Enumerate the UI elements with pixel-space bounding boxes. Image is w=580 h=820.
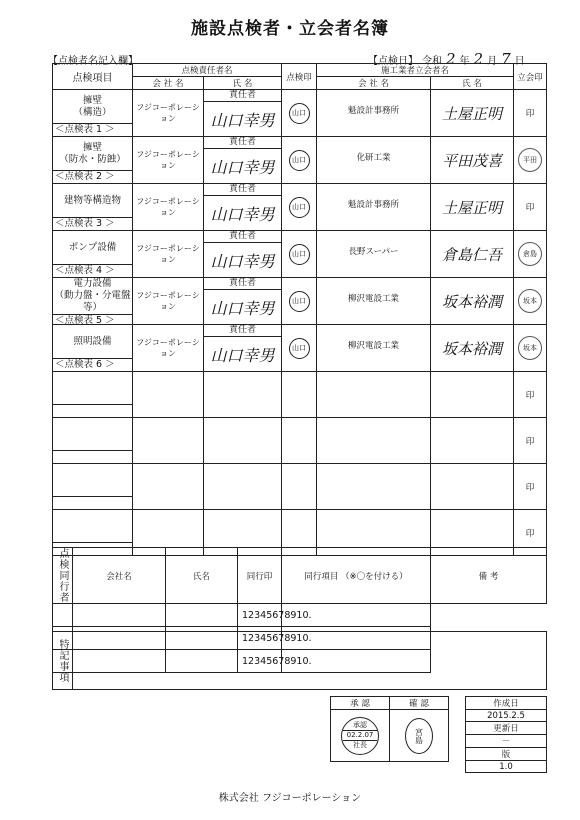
name-cell[interactable] [204, 418, 282, 464]
item-cell[interactable] [53, 372, 133, 418]
checklist-ref: ＜点検表 4 ＞ [53, 264, 132, 277]
notes-field[interactable] [73, 632, 547, 690]
era: 令和 [422, 56, 442, 67]
company-cell[interactable]: フジコーポレーション [133, 325, 204, 372]
contractor-company-cell[interactable]: 柳沢電設工業 [317, 325, 431, 372]
inspection-seal-cell[interactable] [282, 278, 317, 325]
contractor-name-cell[interactable] [431, 372, 514, 418]
item-number[interactable]: 3 [254, 655, 261, 667]
approve-stamp: 承認 02.2.07 社長 [341, 717, 379, 755]
item-number[interactable]: 4 [260, 655, 267, 667]
attend-seal-cell[interactable] [514, 184, 547, 231]
item-number[interactable]: 8 [284, 655, 291, 667]
company-cell[interactable] [133, 418, 204, 464]
item-number[interactable]: 10. [296, 609, 312, 621]
contractor-company-cell[interactable]: 長野スーパー [317, 231, 431, 278]
item-number[interactable]: 2 [248, 609, 255, 621]
inspection-row [53, 137, 547, 184]
item-number[interactable]: 8 [284, 609, 291, 621]
item-name: 照明設備 [73, 335, 112, 347]
item-name: 擁壁 （防水・防蝕） [59, 141, 126, 165]
attend-seal-cell[interactable] [514, 231, 547, 278]
contractor-company-cell[interactable]: 化研工業 [317, 137, 431, 184]
item-cell[interactable] [53, 464, 133, 510]
acc-col-name: 氏名 [166, 548, 238, 604]
item-number[interactable]: 9 [290, 609, 297, 621]
checklist-ref: ＜点検表 3 ＞ [53, 217, 132, 230]
version-number: 1.0 [466, 761, 547, 773]
created-date: 2015.2.5 [466, 710, 547, 722]
attend-seal-cell[interactable]: 印 [514, 372, 547, 418]
inspection-seal-stamp: 山口 [289, 197, 310, 218]
responsible-label: 責任者 [204, 90, 281, 102]
acc-name-cell[interactable] [73, 604, 166, 627]
col-item: 点検項目 [53, 64, 133, 90]
attend-seal-cell[interactable] [514, 137, 547, 184]
col-contractor: 施工業者立会者名 [317, 64, 514, 77]
item-cell [53, 137, 133, 184]
acc-col-notes: 備 考 [431, 548, 547, 604]
attend-seal-stamp: 坂本 [518, 336, 542, 360]
version-label: 版 [466, 748, 547, 761]
attend-seal-cell[interactable]: 印 [514, 464, 547, 510]
inspection-date: 【点検日】 令和 2 年 2 月 7 日 [368, 50, 525, 68]
item-cell [53, 184, 133, 231]
approval-box [330, 696, 449, 762]
item-number[interactable]: 9 [290, 655, 297, 667]
col-name: 氏 名 [204, 77, 282, 90]
empty-inspection-row [53, 372, 547, 418]
contractor-signature[interactable]: 坂本裕潤 [431, 278, 514, 325]
confirm-stamp: 宮島 [405, 718, 433, 754]
item-number[interactable]: 10. [296, 655, 312, 667]
item-number[interactable]: 3 [254, 632, 261, 644]
created-label: 作成日 [466, 697, 547, 710]
attend-seal-cell[interactable] [514, 325, 547, 372]
acc-col-items: 同行項目 （※〇を付ける） [282, 548, 431, 604]
col-contractor-name: 氏 名 [431, 77, 514, 90]
checklist-ref: ＜点検表 5 ＞ [53, 314, 132, 327]
inspection-seal-cell[interactable] [282, 464, 317, 510]
responsible-label: 責任者 [204, 325, 281, 337]
item-number[interactable]: 1 [242, 655, 249, 667]
contractor-signature[interactable]: 倉島仁吾 [431, 231, 514, 278]
item-number[interactable]: 5 [266, 655, 273, 667]
col-company: 会 社 名 [133, 77, 204, 90]
acc-items-cell [238, 604, 312, 627]
col-responsible: 点検責任者名 [133, 64, 282, 77]
name-signature: 山口幸男 [210, 251, 275, 271]
inspection-row [53, 231, 547, 278]
company-footer: 株式会社 フジコーポレーション [218, 793, 362, 804]
inspection-seal-stamp: 山口 [289, 103, 310, 124]
empty-inspection-row [53, 464, 547, 510]
attend-seal-stamp: 坂本 [518, 289, 542, 313]
document-info [465, 696, 547, 773]
inspection-seal-stamp: 山口 [289, 244, 310, 265]
item-name: 電力設備 （動力盤・分電盤 等） [54, 278, 131, 313]
inspection-seal-cell[interactable] [282, 372, 317, 418]
company-cell[interactable]: フジコーポレーション [133, 137, 204, 184]
company-cell[interactable]: フジコーポレーション [133, 231, 204, 278]
inspection-seal-cell[interactable] [282, 90, 317, 137]
inspection-seal-cell[interactable] [282, 418, 317, 464]
inspection-seal-stamp: 山口 [289, 150, 310, 171]
date-label: 【点検日】 [368, 56, 418, 67]
approve-label: 承 認 [331, 697, 390, 710]
seal-placeholder: 印 [525, 109, 535, 119]
responsible-label: 責任者 [204, 184, 281, 196]
attend-seal-stamp: 平田 [518, 148, 542, 172]
name-cell[interactable] [204, 137, 282, 184]
col-attend-seal: 立会印 [514, 64, 547, 90]
acc-seal-cell[interactable] [166, 604, 238, 627]
item-name: ポンプ設備 [68, 241, 117, 253]
company-cell[interactable]: フジコーポレーション [133, 90, 204, 137]
item-number[interactable]: 4 [260, 609, 267, 621]
item-number[interactable]: 6 [272, 632, 279, 644]
inspection-seal-cell[interactable] [282, 325, 317, 372]
contractor-signature[interactable]: 坂本裕潤 [431, 325, 514, 372]
item-number[interactable]: 6 [272, 609, 279, 621]
name-cell[interactable] [204, 184, 282, 231]
inspection-row [53, 278, 547, 325]
acc-company-cell[interactable] [53, 604, 73, 627]
attend-seal-cell[interactable] [514, 90, 547, 137]
page-title: 施設点検者・立会者名簿 [191, 19, 389, 39]
responsible-label: 責任者 [204, 137, 281, 149]
item-number[interactable]: 7 [278, 632, 285, 644]
item-number[interactable]: 1 [242, 609, 249, 621]
name-cell[interactable] [204, 464, 282, 510]
item-number[interactable]: 8 [284, 632, 291, 644]
contractor-company-cell[interactable] [317, 464, 431, 510]
contractor-name-cell[interactable] [431, 418, 514, 464]
item-number[interactable]: 5 [266, 632, 273, 644]
attend-seal-cell[interactable]: 印 [514, 510, 547, 556]
item-number[interactable]: 1 [242, 632, 249, 644]
notes-label: 特記事項 [53, 632, 73, 690]
company-cell[interactable]: フジコーポレーション [133, 184, 204, 231]
accompany-vertical-label: 点検同行者 [53, 548, 73, 604]
contractor-company-cell[interactable] [317, 418, 431, 464]
name-signature: 山口幸男 [210, 157, 275, 177]
acc-col-company: 会社名 [73, 548, 166, 604]
inspection-row [53, 90, 547, 137]
name-cell[interactable] [204, 372, 282, 418]
inspection-seal-cell[interactable] [282, 231, 317, 278]
updated-date: － [466, 735, 547, 748]
name-signature: 山口幸男 [210, 110, 275, 130]
item-cell [53, 231, 133, 278]
inspection-seal-cell[interactable] [282, 184, 317, 231]
confirm-stamp-cell[interactable] [390, 710, 449, 762]
col-inspection-seal: 点検印 [282, 64, 317, 90]
inspection-seal-stamp: 山口 [289, 291, 310, 312]
checklist-ref: ＜点検表 6 ＞ [53, 358, 132, 371]
contractor-company-cell[interactable]: 柳沢電設工業 [317, 278, 431, 325]
notes-table [52, 631, 547, 690]
item-number[interactable]: 7 [278, 655, 285, 667]
confirm-label: 確 認 [390, 697, 449, 710]
attend-seal-cell[interactable] [514, 278, 547, 325]
item-cell [53, 325, 133, 372]
item-number[interactable]: 10. [296, 632, 312, 644]
date-day[interactable]: 7 [501, 50, 511, 68]
attend-seal-cell[interactable]: 印 [514, 418, 547, 464]
item-number[interactable]: 5 [266, 609, 273, 621]
company-cell[interactable] [133, 372, 204, 418]
item-cell [53, 90, 133, 137]
inspection-row [53, 184, 547, 231]
name-cell[interactable] [204, 231, 282, 278]
date-month[interactable]: 2 [473, 50, 484, 68]
responsible-label: 責任者 [204, 278, 281, 290]
inspection-seal-cell[interactable] [282, 137, 317, 184]
name-signature: 山口幸男 [210, 298, 275, 318]
inspector-table [52, 63, 547, 556]
contractor-company-cell[interactable] [317, 372, 431, 418]
item-number[interactable]: 6 [272, 655, 279, 667]
seal-placeholder: 印 [525, 203, 535, 213]
approve-stamp-cell[interactable] [331, 710, 390, 762]
item-name: 擁壁 （構造） [73, 94, 112, 118]
contractor-company-cell[interactable]: 魁設計事務所 [317, 184, 431, 231]
updated-label: 更新日 [466, 722, 547, 735]
item-name: 建物等構造物 [63, 194, 121, 206]
checklist-ref: ＜点検表 2 ＞ [53, 170, 132, 183]
contractor-name-cell[interactable] [431, 464, 514, 510]
inspector-section-label: 【点検者名記入欄】 [48, 56, 138, 67]
accompany-row [53, 604, 547, 627]
item-number[interactable]: 2 [248, 655, 255, 667]
checklist-ref: ＜点検表 1 ＞ [53, 123, 132, 136]
contractor-company-cell[interactable]: 魁設計事務所 [317, 90, 431, 137]
name-signature: 山口幸男 [210, 345, 275, 365]
company-cell[interactable] [133, 464, 204, 510]
item-cell[interactable] [53, 418, 133, 464]
name-cell[interactable] [204, 90, 282, 137]
date-year[interactable]: 2 [446, 50, 456, 68]
col-contractor-company: 会 社 名 [317, 77, 431, 90]
contractor-signature[interactable]: 土屋正明 [431, 184, 514, 231]
item-number[interactable]: 9 [290, 632, 297, 644]
item-number[interactable]: 2 [248, 632, 255, 644]
company-cell[interactable]: フジコーポレーション [133, 278, 204, 325]
item-cell [53, 278, 133, 325]
name-cell[interactable] [204, 325, 282, 372]
item-number[interactable]: 3 [254, 609, 261, 621]
contractor-signature[interactable]: 平田茂喜 [431, 137, 514, 184]
acc-col-seal: 同行印 [238, 548, 282, 604]
item-number[interactable]: 4 [260, 632, 267, 644]
empty-inspection-row [53, 418, 547, 464]
inspection-row [53, 325, 547, 372]
item-number[interactable]: 7 [278, 609, 285, 621]
attend-seal-stamp: 倉島 [518, 242, 542, 266]
name-signature: 山口幸男 [210, 204, 275, 224]
inspection-seal-stamp: 山口 [289, 338, 310, 359]
contractor-signature[interactable]: 土屋正明 [431, 90, 514, 137]
responsible-label: 責任者 [204, 231, 281, 243]
name-cell[interactable] [204, 278, 282, 325]
